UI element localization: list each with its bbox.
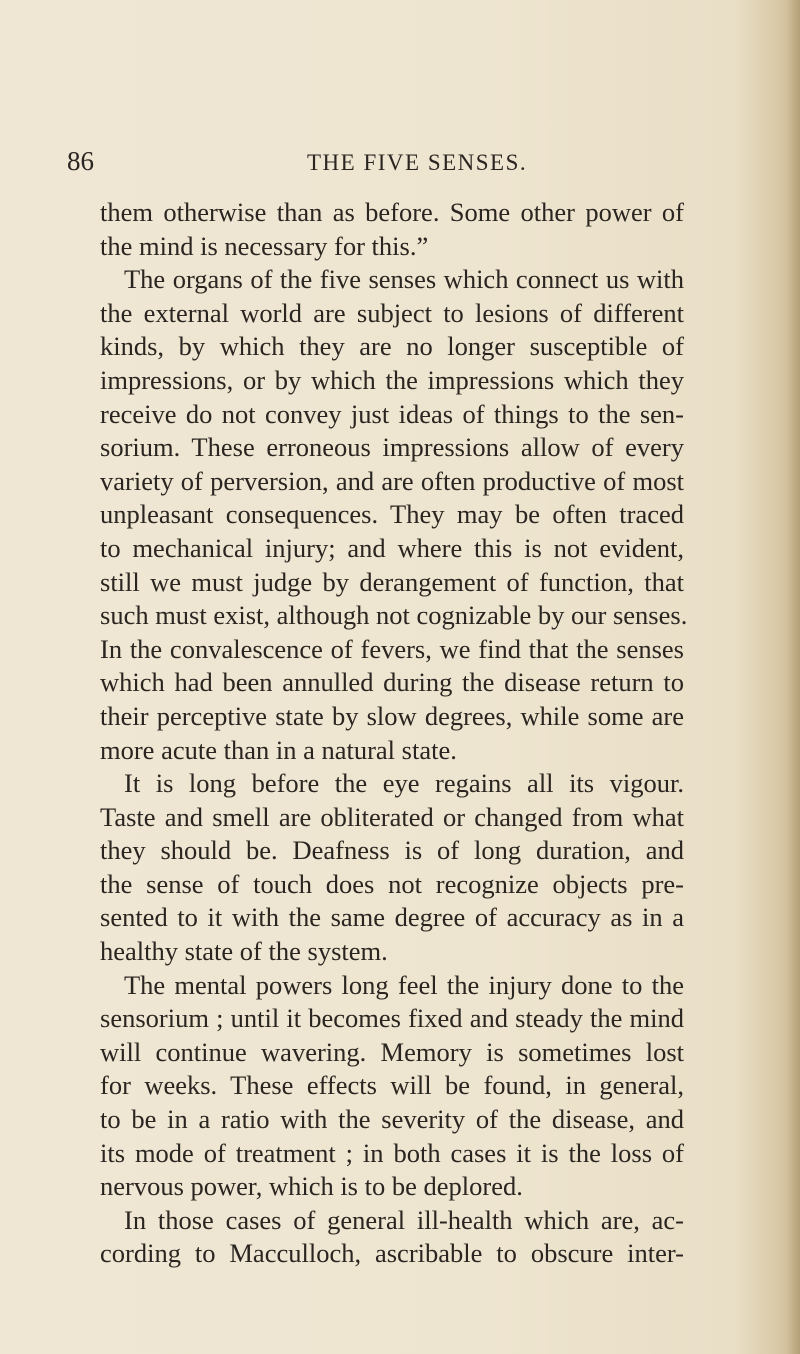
text-line: for weeks. These effects will be found, in general, (100, 1070, 684, 1101)
text-line: will continue wavering. Memory is sometimes lost (100, 1036, 684, 1067)
paragraph-first-line: The mental powers long feel the injury done to the (124, 969, 684, 1000)
text-line: which had been annulled during the disease return to (100, 667, 684, 698)
text-line: cording to Macculloch, ascribable to obscure inter- (100, 1238, 684, 1269)
page-number: 86 (67, 146, 94, 176)
text-line: still we must judge by derangement of function, that (100, 566, 684, 597)
text-line: them otherwise than as before. Some other power of (100, 197, 684, 227)
text-line: the sense of touch does not recognize objects pre- (100, 868, 684, 899)
page-header (67, 143, 687, 179)
text-line: nervous power, which is to be deplored. (100, 1171, 523, 1202)
text-line: to mechanical injury; and where this is not evident, (100, 532, 684, 563)
text-line: Taste and smell are obliterated or changed from what (100, 801, 684, 832)
body-text (100, 196, 688, 1271)
text-line: the external world are subject to lesions of different (100, 297, 684, 328)
paragraph-first-line: The organs of the five senses which connect us with (124, 264, 684, 295)
text-line: their perceptive state by slow degrees, while some are (100, 700, 684, 731)
text-line: sensorium ; until it becomes fixed and steady the mind (100, 1003, 684, 1034)
text-line: the mind is necessary for this.” (100, 230, 429, 261)
text-line: In the convalescence of fevers, we find that the senses (100, 633, 684, 664)
running-head: THE FIVE SENSES. (307, 150, 528, 175)
text-line: they should be. Deafness is of long duration, and (100, 835, 684, 866)
text-line: healthy state of the system. (100, 936, 388, 967)
text-line: impressions, or by which the impressions which they (100, 364, 684, 395)
text-line: receive do not convey just ideas of things to the sen- (100, 398, 684, 429)
paragraph-first-line: It is long before the eye regains all its vigour. (124, 768, 684, 799)
text-line: sorium. These erroneous impressions allow of every (100, 432, 684, 463)
page-edge-shadow (786, 0, 800, 1354)
text-line: such must exist, although not cognizable by our senses. (100, 600, 688, 631)
text-line: more acute than in a natural state. (100, 734, 457, 765)
text-line: its mode of treatment ; in both cases it is the loss of (100, 1137, 684, 1168)
text-line: sented to it with the same degree of accuracy as in a (100, 902, 684, 933)
text-line: kinds, by which they are no longer susceptible of (100, 331, 684, 362)
text-line: to be in a ratio with the severity of the disease, and (100, 1104, 684, 1135)
text-line: unpleasant consequences. They may be often traced (100, 499, 684, 530)
paragraph-first-line: In those cases of general ill-health which are, ac- (124, 1204, 684, 1235)
text-line: variety of perversion, and are often productive of most (100, 465, 684, 496)
